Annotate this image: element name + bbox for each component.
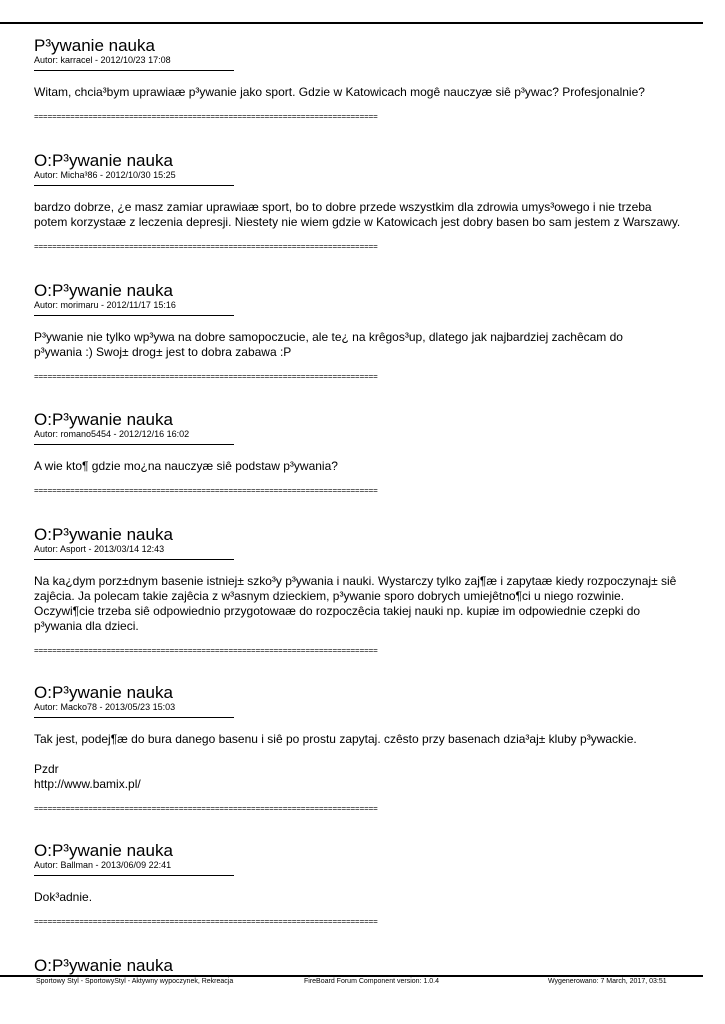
- post-author-meta: Autor: Macko78 - 2013/05/23 15:03: [34, 702, 176, 712]
- forum-post: [34, 281, 694, 382]
- post-title: O:P³ywanie nauka: [34, 151, 173, 170]
- post-title: O:P³ywanie nauka: [34, 410, 173, 429]
- forum-post: [34, 410, 694, 496]
- footer-site-name: Sportowy Styl - SportowyStyl - Aktywny wypoczynek, Rekreacja: [36, 978, 234, 985]
- post-author-meta: Autor: karracel - 2012/10/23 17:08: [34, 55, 171, 65]
- post-title: O:P³ywanie nauka: [34, 525, 173, 544]
- post-header-divider: [34, 559, 234, 560]
- post-author-meta: Autor: Ballman - 2013/06/09 22:41: [34, 860, 172, 870]
- forum-post: [34, 151, 694, 252]
- post-separator: ============================================================================: [34, 804, 378, 813]
- post-separator: ============================================================================: [34, 486, 378, 495]
- post-separator: ============================================================================: [34, 917, 378, 926]
- post-header-divider: [34, 185, 234, 186]
- post-author-meta: Autor: romano5454 - 2012/12/16 16:02: [34, 429, 190, 439]
- post-header-divider: [34, 70, 234, 71]
- post-body: Tak jest, podej¶æ do bura danego basenu i siê po prostu zapytaj. czêsto przy basenach dzia³aj± kluby p³ywackie. Pzdr http://www.bamix.pl/: [34, 732, 637, 791]
- forum-post: [34, 841, 694, 927]
- post-title: P³ywanie nauka: [34, 36, 155, 55]
- post-body: Dok³adnie.: [34, 890, 93, 904]
- page-top-rule: [0, 22, 703, 24]
- footer-generated-date: Wygenerowano: 7 March, 2017, 03:51: [548, 978, 667, 985]
- post-separator: ============================================================================: [34, 372, 378, 381]
- post-title: O:P³ywanie nauka: [34, 841, 173, 860]
- post-separator: ============================================================================: [34, 242, 378, 251]
- post-title: O:P³ywanie nauka: [34, 956, 173, 975]
- post-body: bardzo dobrze, ¿e masz zamiar uprawiaæ sport, bo to dobre przede wszystkim dla zdrowia umys³owego i nie trzeba potem korzystaæ z leczenia depresji. Niestety nie wiem gdzie w Katowicach jest dobry basen bo sam jestem z Warszawy.: [34, 200, 681, 229]
- forum-post: [34, 525, 694, 656]
- forum-post: [34, 36, 694, 122]
- post-header-divider: [34, 875, 234, 876]
- post-author-meta: Autor: morimaru - 2012/11/17 15:16: [34, 300, 176, 310]
- post-separator: ============================================================================: [34, 112, 378, 121]
- post-author-meta: Autor: Asport - 2013/03/14 12:43: [34, 544, 165, 554]
- post-body: Witam, chcia³bym uprawiaæ p³ywanie jako sport. Gdzie w Katowicach mogê nauczyæ siê p³ywac? Profesjonalnie?: [34, 85, 645, 99]
- footer-component-version: FireBoard Forum Component version: 1.0.4: [304, 978, 440, 985]
- post-header-divider: [34, 444, 234, 445]
- post-header-divider: [34, 315, 234, 316]
- post-header-divider: [34, 717, 234, 718]
- post-title: O:P³ywanie nauka: [34, 281, 173, 300]
- forum-post: [34, 683, 694, 814]
- post-body: Na ka¿dym porz±dnym basenie istniej± szko³y p³ywania i nauki. Wystarczy tylko zaj¶æ i zapytaæ kiedy rozpoczynaj± siê zajêcia. Ja polecam takie zajêcia z w³asnym dzieckiem, p³ywanie sporo dobrych umiejêtno¶ci u niego rozwinie. Oczywi¶cie trzeba siê odpowiednio przygotowaæ do rozpoczêcia takiej nauki np. kupiæ im odpowiednie czepki do p³ywania dla dzieci.: [34, 574, 677, 633]
- post-title: O:P³ywanie nauka: [34, 683, 173, 702]
- post-body: P³ywanie nie tylko wp³ywa na dobre samopoczucie, ale te¿ na krêgos³up, dlatego jak najbardziej zachêcam do p³ywania :) Swoj± drog± jest to dobra zabawa :P: [34, 330, 623, 359]
- post-body: A wie kto¶ gdzie mo¿na nauczyæ siê podstaw p³ywania?: [34, 459, 338, 473]
- post-author-meta: Autor: Micha³86 - 2012/10/30 15:25: [34, 170, 176, 180]
- post-separator: ============================================================================: [34, 646, 378, 655]
